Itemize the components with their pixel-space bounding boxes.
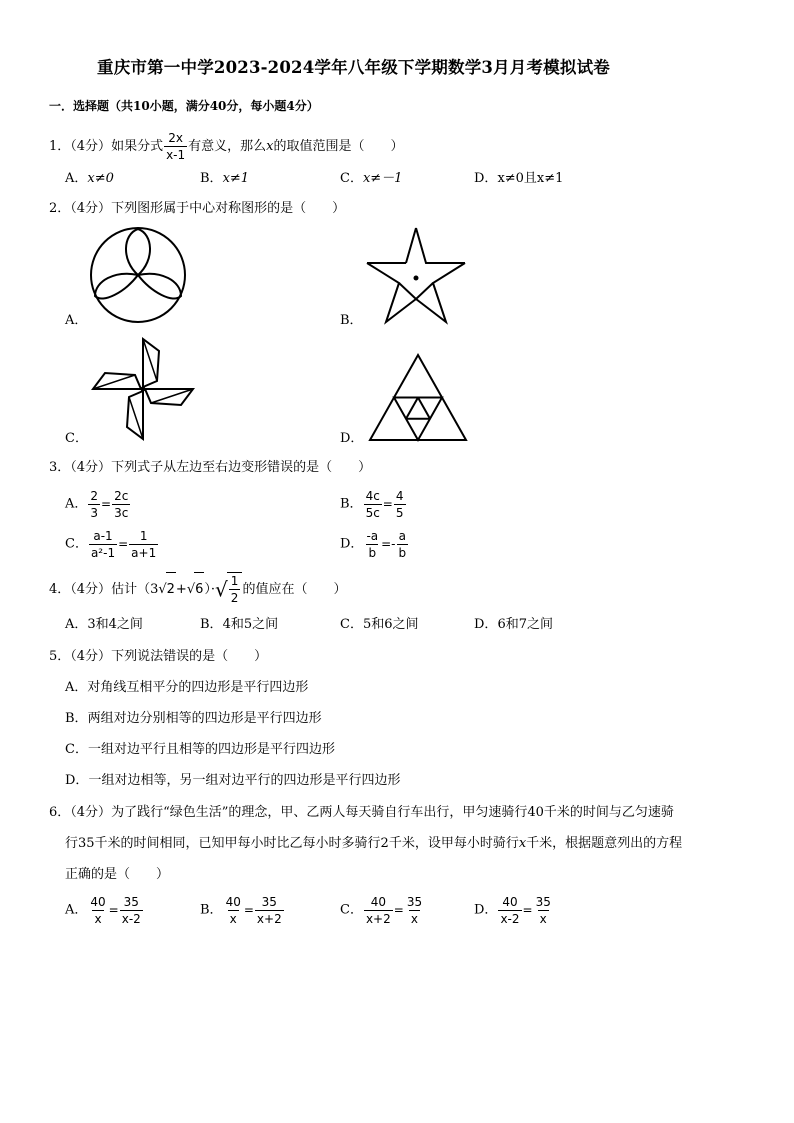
question-1-stem: 1．（4分）如果分式 $\frac{2x}{x-1}$ 有意义，那么x的取值范围是（ ） bbox=[49, 131, 404, 162]
option-b[interactable]: B．两组对边分别相等的四边形是平行四边形 bbox=[65, 711, 322, 726]
question-number: 1． bbox=[49, 139, 71, 154]
page-title: 重庆市第一中学2023-2024学年八年级下学期数学3月月考模拟试卷 bbox=[97, 58, 610, 77]
question-6-stem-line3: 正确的是（ ） bbox=[65, 867, 170, 882]
section-heading: 一．选择题（共10小题，满分40分，每小题4分） bbox=[49, 99, 319, 113]
question-score: （4分） bbox=[70, 139, 112, 154]
option-d[interactable]: D．一组对边相等，另一组对边平行的四边形是平行四边形 bbox=[65, 773, 401, 788]
option-a[interactable]: A． $\frac{40}{x}$ = $\frac{35}{x-2}$ bbox=[65, 894, 141, 926]
option-c[interactable]: C．5和6之间 bbox=[340, 617, 419, 632]
option-b[interactable]: B． $\frac{40}{x}$ = $\frac{35}{x+2}$ bbox=[200, 894, 282, 926]
option-d[interactable]: D． $\frac{40}{x-2}$ = $\frac{35}{x}$ bbox=[474, 894, 551, 926]
question-6-stem-line1: 6．（4分）为了践行“绿色生活”的理念，甲、乙两人每天骑自行车出行，甲匀速骑行40千米的时间与乙匀速骑 bbox=[49, 805, 674, 820]
option-d[interactable]: D．6和7之间 bbox=[474, 617, 553, 632]
question-6-stem-line2: 行35千米的时间相同，已知甲每小时比乙每小时多骑行2千米，设甲每小时骑行x千米，根据题意列出的方程 bbox=[65, 836, 683, 851]
question-4-stem: 4．（4分）估计（3√2+√6）·√ $\frac{1}{2}$ 的值应在（ ） bbox=[49, 574, 347, 605]
option-d[interactable]: D． $\frac{-a}{b}$ =- $\frac{a}{b}$ bbox=[340, 528, 407, 560]
question-3-stem: 3．（4分）下列式子从左边至右边变形错误的是（ ） bbox=[49, 460, 372, 475]
option-b[interactable]: B．x≠1 bbox=[200, 171, 250, 186]
option-c[interactable]: C． $\frac{40}{x+2}$ = $\frac{35}{x}$ bbox=[340, 894, 423, 926]
subdivided-triangle-icon bbox=[368, 353, 468, 442]
option-a[interactable]: A． bbox=[65, 313, 88, 328]
option-b[interactable]: B． $\frac{4c}{5c}$ = $\frac{4}{5}$ bbox=[340, 488, 404, 520]
pinwheel-icon bbox=[91, 337, 195, 441]
fraction: $\frac{2x}{x-1}$ bbox=[166, 131, 186, 162]
option-c[interactable]: C． $\frac{a-1}{\text{a²-1}}$ = $\frac{1}{a+1}$ bbox=[65, 528, 157, 560]
option-d[interactable]: D． bbox=[340, 431, 364, 446]
five-pointed-star-icon bbox=[366, 226, 466, 324]
option-c[interactable]: C． bbox=[65, 431, 88, 446]
question-5-stem: 5．（4分）下列说法错误的是（ ） bbox=[49, 649, 268, 664]
circle-trefoil-icon bbox=[89, 226, 187, 324]
option-d[interactable]: D．x≠0且x≠1 bbox=[474, 171, 564, 186]
option-b[interactable]: B．4和5之间 bbox=[200, 617, 279, 632]
option-a[interactable]: A． $\frac{2}{3}$ = $\frac{2c}{3c}$ bbox=[65, 488, 129, 520]
option-b[interactable]: B． bbox=[340, 313, 363, 328]
option-c[interactable]: C．x≠－1 bbox=[340, 171, 403, 186]
option-a[interactable]: A．x≠0 bbox=[65, 171, 114, 186]
option-c[interactable]: C．一组对边平行且相等的四边形是平行四边形 bbox=[65, 742, 335, 757]
question-2-stem: 2．（4分）下列图形属于中心对称图形的是（ ） bbox=[49, 201, 346, 216]
option-a[interactable]: A．对角线互相平分的四边形是平行四边形 bbox=[65, 680, 309, 695]
option-a[interactable]: A．3和4之间 bbox=[65, 617, 143, 632]
